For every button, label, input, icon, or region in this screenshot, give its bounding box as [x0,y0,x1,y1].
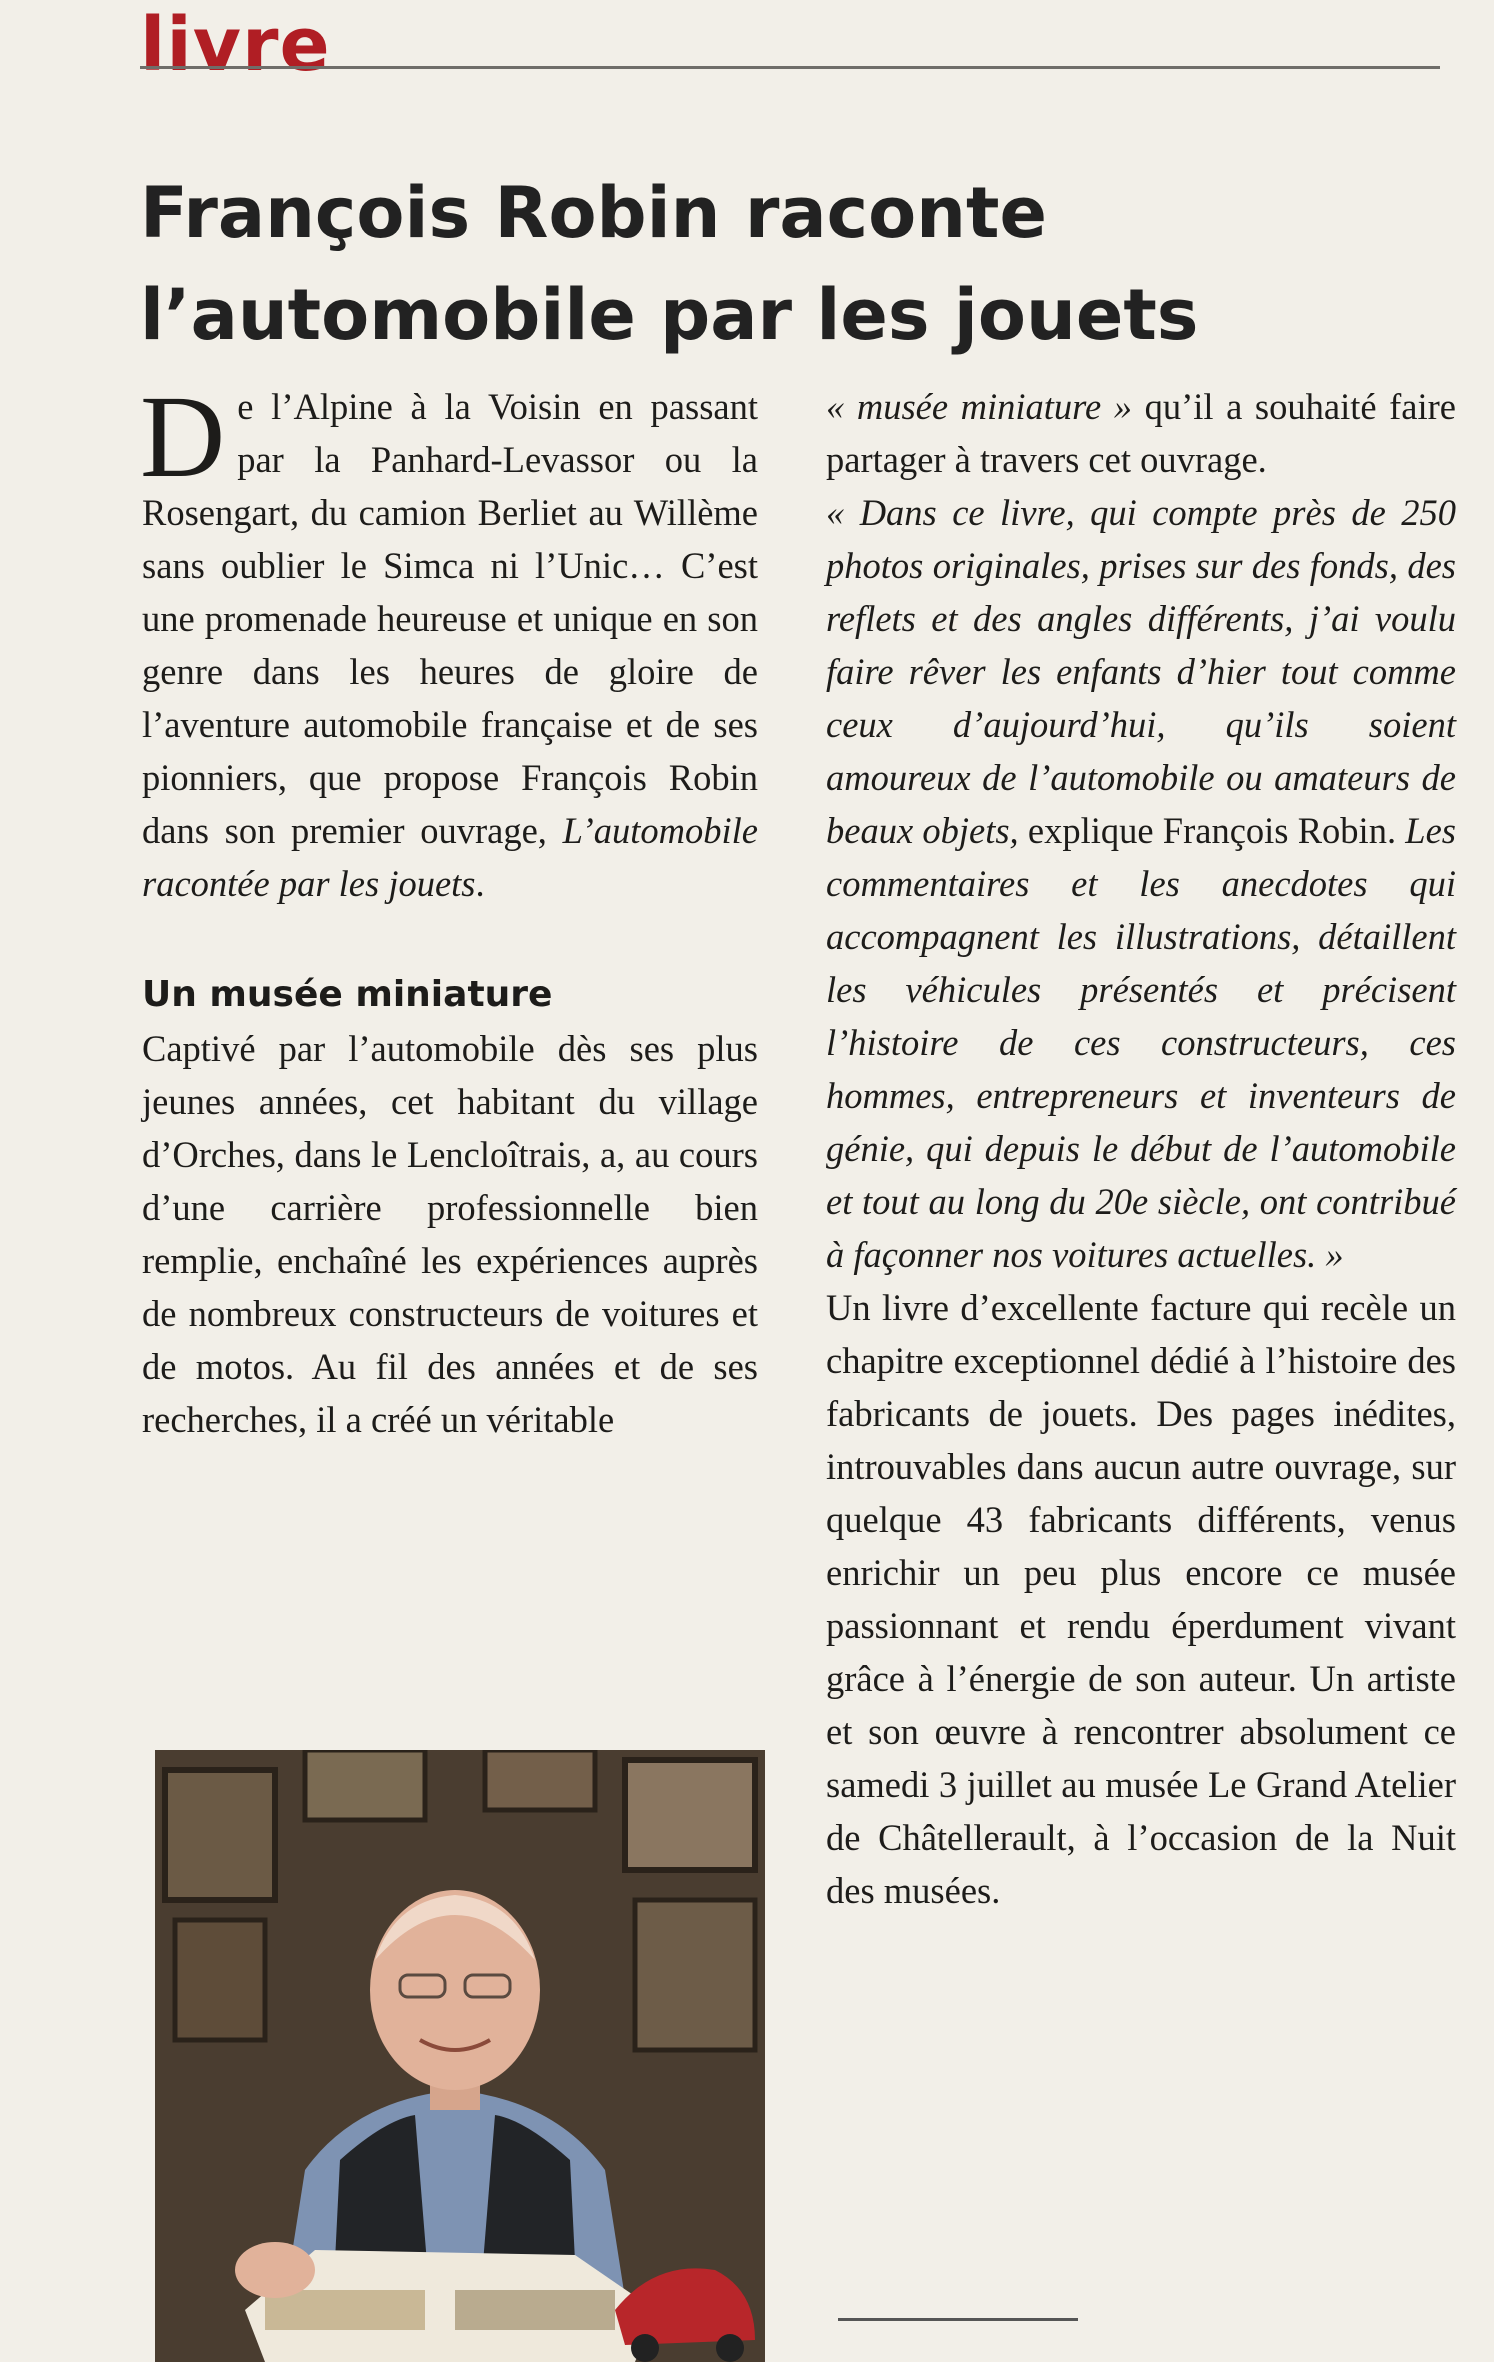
intro-text: e l’Alpine à la Voisin en passant par la Panhard-Levassor ou la Rosengart, du camion Berliet au Willème sans oublier le Simca ni l’Unic… C’est une promenade heureuse et unique en son genre dans les heures de gloire de l’aventure automobile française et de ses pionniers, que propose François Robin dans son premier ouvrage, [142,386,758,851]
continued-text: qu’il a souhaité faire partager à travers cet ouvrage. [826,386,1456,480]
author-photo [155,1750,765,2362]
section-label: livre [140,2,331,88]
intro-paragraph [140,371,758,910]
article-headline [140,162,1440,366]
quote-attribution: explique François Robin. [1018,810,1406,851]
intro-end: . [475,863,485,904]
quote-part-a: « Dans ce livre, qui compte près de 250 photos originales, prises sur des fonds, des reflets et des angles différents, j’ai voulu faire rêver les enfants d’hier tout comme ceux d’aujourd’hui, qu’ils soient amoureux de l’automobile ou amateurs de beaux objets, [826,492,1456,851]
headline-line-2: l’automobile par les jouets [140,274,1199,356]
end-of-article-rule [838,2318,1078,2321]
quoted-phrase: « musée miniature » [826,386,1133,427]
headline-line-1: François Robin raconte [140,172,1047,254]
author-photo-illustration [155,1750,765,2362]
drop-cap: D [140,371,226,502]
book-title: L’automobile racontée par les jouets [142,810,758,904]
body-paragraph-left: Captivé par l’automobile dès ses plus jeunes années, cet habitant du village d’Orches, dans le Lencloîtrais, a, au cours d’une carrière professionnelle bien remplie, enchaîné les expériences auprès de nombreux constructeurs de voitures et de motos. Au fil des années et de ses recherches, il a créé un véritable [142,1028,758,1440]
body-paragraph-continued [826,380,1456,486]
section-divider [140,66,1440,69]
closing-paragraph: Un livre d’excellente facture qui recèle un chapitre exceptionnel dédié à l’histoire des fabricants de jouets. Des pages inédites, introuvables dans aucun autre ouvrage, sur quelque 43 fabricants différents, venus enrichir un peu plus encore ce musée passionnant et rendu éperdument vivant grâce à l’énergie de son auteur. Un artiste et son œuvre à rencontrer absolument ce samedi 3 juillet au musée Le Grand Atelier de Châtellerault, à l’occasion de la Nuit des musées. [826,1287,1456,1911]
quote-paragraph [826,486,1456,1281]
quote-part-b: Les commentaires et les anecdotes qui accompagnent les illustrations, détaillent les véhicules présentés et précisent l’histoire de ces constructeurs, ces hommes, entrepreneurs et inventeurs de génie, qui depuis le début de l’automobile et tout au long du 20e siècle, ont contribué à façonner nos voitures actuelles. » [826,810,1457,1275]
article-column-left [140,371,758,1446]
article-column-right [826,380,1456,1917]
subheading: Un musée miniature [142,974,553,1015]
